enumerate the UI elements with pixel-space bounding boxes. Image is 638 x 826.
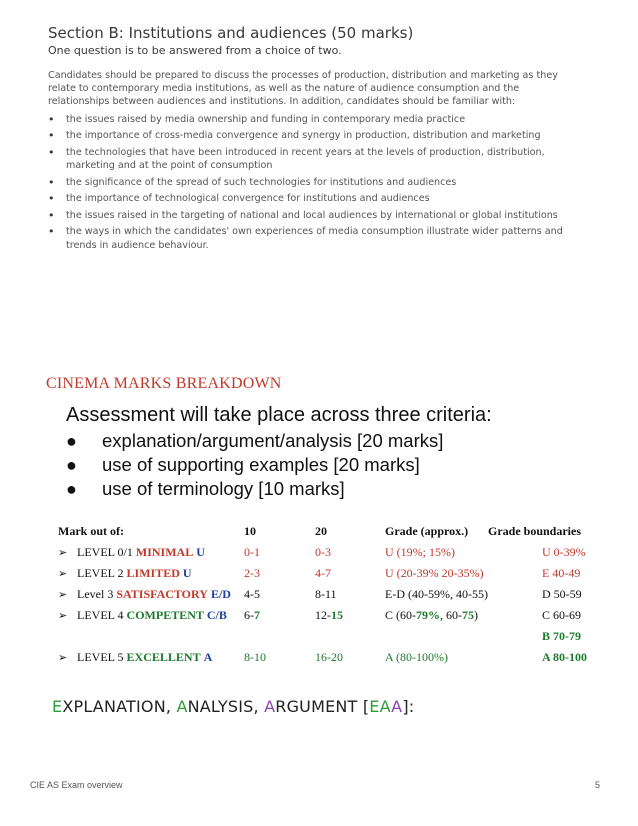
cinema-marks-title: CINEMA MARKS BREAKDOWN [46,375,282,392]
bullet-icon: • [48,175,55,189]
assessment-heading: Assessment will take place across three criteria: [66,404,492,426]
section-b-bullet-list [48,113,578,252]
section-b-title: Section B: Institutions and audiences (50 marks) [48,24,414,42]
bullet-icon: • [48,225,55,239]
list-item: • the issues raised in the targeting of national and local audiences by international or global institutions [48,208,558,222]
marks-20-cell: 0-3 [315,545,331,559]
list-item: • the ways in which the candidates' own experiences of media consumption illustrate wider patterns and trends in audience behaviour. [48,225,563,251]
table-row [58,566,598,587]
bullet-icon: • [48,208,55,222]
level-cell: ➢ LEVEL 5 EXCELLENT A [58,650,213,664]
marks-20-cell: 12-15 [315,608,343,622]
grade-boundary-cell: D 50-59 [542,587,582,601]
table-row [58,587,598,608]
level-cell: ➢ LEVEL 0/1 MINIMAL U [58,545,205,559]
marks-10-cell: 6-7 [244,608,260,622]
table-row [58,650,598,671]
arrow-bullet-icon: ➢ [58,610,68,622]
arrow-bullet-icon: ➢ [58,589,68,601]
grade-boundary-cell: C 60-69 [542,608,581,622]
marks-10-cell: 8-10 [244,650,266,664]
list-item: • the technologies that have been introduced in recent years at the levels of production, distribution, marketing and at the point of consumption [48,145,545,171]
bullet-icon: ● [66,431,77,451]
grade-approx-cell: U (19%; 15%) [385,545,455,559]
level-cell: ➢ LEVEL 2 LIMITED U [58,566,192,580]
grade-boundary-cell: U 0-39% [542,545,586,559]
assessment-criteria [66,404,492,501]
table-row [58,608,598,629]
grade-boundary-extra-cell: B 70-79 [542,629,581,643]
header-mark-out-of: Mark out of: [58,524,124,538]
marks-table [58,524,598,671]
marks-20-cell: 16-20 [315,650,343,664]
list-item: • the importance of cross-media convergence and synergy in production, distribution and marketing [48,129,541,143]
table-header-row [58,524,598,545]
list-item: ● use of terminology [10 marks] [66,478,345,499]
header-20: 20 [315,524,327,538]
list-item: • the issues raised by media ownership and funding in contemporary media practice [48,112,466,126]
grade-boundary-cell: E 40-49 [542,566,581,580]
section-b-subtitle: One question is to be answered from a choice of two. [48,44,342,57]
marks-20-cell: 4-7 [315,566,331,580]
marks-10-cell: 4-5 [244,587,260,601]
list-item: ● use of supporting examples [20 marks] [66,454,420,475]
bullet-icon: • [48,112,55,126]
grade-approx-cell: E-D (40-59%, 40-55) [385,587,488,601]
grade-approx-cell: A (80-100%) [385,650,448,664]
header-grade-boundaries: Grade boundaries [488,524,582,538]
footer-text: CIE AS Exam overview [30,780,123,790]
level-cell: ➢ LEVEL 4 COMPETENT C/B [58,608,227,622]
grade-boundary-cell: A 80-100 [542,650,587,664]
marks-10-cell: 0-1 [244,545,260,559]
header-10: 10 [244,524,256,538]
level-cell: ➢ Level 3 SATISFACTORY E/D [58,587,231,601]
table-row [58,629,598,650]
grade-approx-cell: U (20-39% 20-35%) [385,566,484,580]
page-number: 5 [595,780,601,790]
arrow-bullet-icon: ➢ [58,568,68,580]
marks-20-cell: 8-11 [315,587,337,601]
bullet-icon: • [48,192,55,206]
arrow-bullet-icon: ➢ [58,652,68,664]
bullet-icon: ● [66,455,77,475]
list-item: • the importance of technological convergence for institutions and audiences [48,192,430,206]
table-row [58,545,598,566]
section-b-intro: Candidates should be prepared to discuss the processes of production, distribution and marketing as they relate to contemporary media institutions, as well as the nature of audience consumption and the relationships between audiences and institutions. In addition, candidates should be familiar with: [48,70,558,108]
header-grade-approx: Grade (approx.) [385,524,469,538]
eaa-heading: EXPLANATION, ANALYSIS, ARGUMENT [EAA]: [52,697,415,716]
arrow-bullet-icon: ➢ [58,547,68,559]
list-item: • the significance of the spread of such technologies for institutions and audiences [48,175,457,189]
list-item: ● explanation/argument/analysis [20 marks] [66,430,444,451]
assessment-list [66,429,492,501]
section-b [48,24,578,255]
bullet-icon: ● [66,479,77,499]
grade-approx-cell: C (60-79%, 60-75) [385,608,478,622]
bullet-icon: • [48,129,55,143]
marks-10-cell: 2-3 [244,566,260,580]
bullet-icon: • [48,145,55,159]
